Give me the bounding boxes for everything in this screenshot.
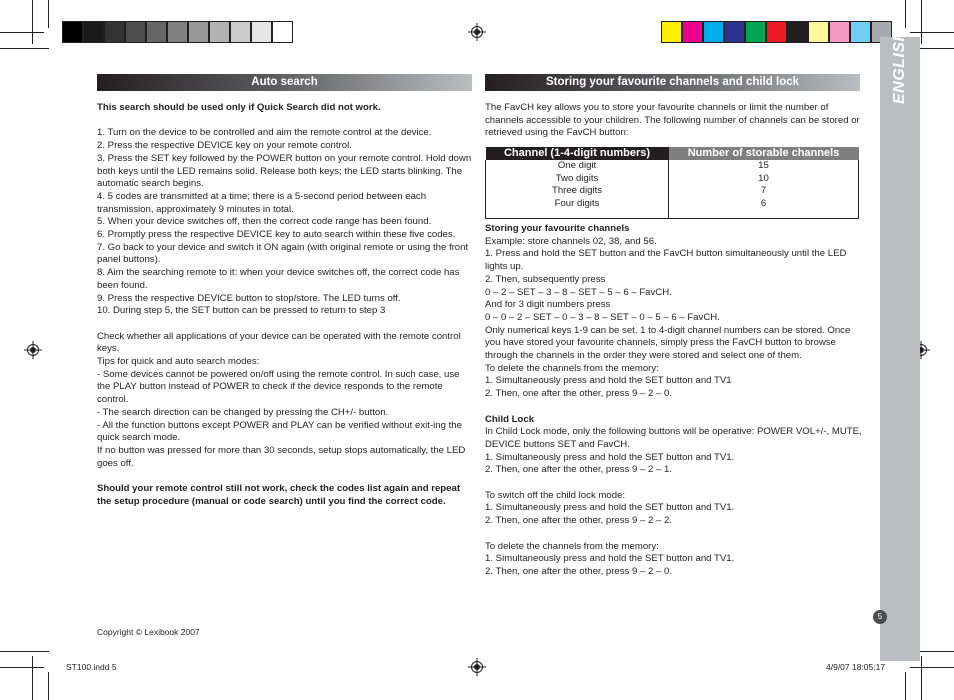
crop-mark [0,651,49,652]
tip-item: - All the function buttons except POWER and PLAY can be verified without exit-ing the quick search mode. [97,419,462,444]
color-swatch [724,21,745,43]
color-swatch [188,21,209,43]
fav-line: To delete the channels from the memory: [485,362,659,374]
fav-line: Only numerical keys 1-9 can be set. 1 to 4-digit channel numbers can be stored. Once you have stored your favourite channels, simply press the FavCH button to browse through the channels in the order they were stored and select one of them. [485,324,851,362]
fav-line: 0 – 2 – SET – 3 – 8 – SET – 5 – 6 – FavCH. [485,286,672,298]
table-cell: 15 [669,160,859,173]
auto-search-step: 3. Press the SET key followed by the POWER button on your remote control. Hold down both keys until the LED remains solid. Release both keys; the LED starts blinking. The automatic search begins. [97,152,472,190]
color-swatch [251,21,272,43]
crop-mark [921,0,922,44]
crop-mark [910,667,954,668]
auto-search-step: 2. Press the respective DEVICE key on your remote control. [97,140,352,152]
lock-line: In Child Lock mode, only the following buttons will be operative: POWER VOL+/-, MUTE, DEVICE buttons SET and FavCH. [485,426,862,450]
table-row [486,185,859,198]
color-swatch [83,21,104,43]
crop-mark [0,32,44,33]
lock-off-line: 2. Then, one after the other, press 9 – 2 – 2. [485,515,673,527]
auto-search-step: 7. Go back to your device and switch it ON again (with original remote or using the front panel buttons). [97,241,469,266]
color-swatch [104,21,125,43]
registration-mark-icon [24,341,42,359]
table-header-channel: Channel (1-4-digit numbers) [486,147,669,160]
favch-intro-text: The FavCH key allows you to store your favourite channels or limit the number of channels accessible to your children. The following number of channels can be stored or retrieved using the FavCH button: [485,102,860,139]
color-swatch [661,21,682,43]
auto-search-step: 9. Press the respective DEVICE button to stop/store. The LED turns off. [97,292,401,304]
fav-line: 0 – 0 – 2 – SET – 0 – 3 – 8 – SET – 0 – 5 – 6 – FavCH. [485,311,720,323]
auto-search-step: 4. 5 codes are transmitted at a time; there is a 5-second period between each transmission, approximately 9 minutes in total. [97,190,427,215]
crop-mark [0,48,49,49]
delete-line: 1. Simultaneously press and hold the SET button and TV1. [485,553,735,565]
tip-item: - Some devices cannot be powered on/off using the remote control. In such case, use the PLAY button instead of POWER to check if the device responds to the remote control. [97,368,460,406]
lock-off-line: To switch off the child lock mode: [485,489,626,501]
tips-title: Tips for quick and auto search modes: [97,356,260,368]
favourite-channels-body [485,223,863,579]
table-header-count: Number of storable channels [669,147,859,160]
fav-line: 2. Then, subsequently press [485,273,606,285]
color-swatch [766,21,787,43]
language-side-tab [880,37,920,661]
table-cell: 10 [669,173,859,186]
date-slug: 4/9/07 18:05:17 [826,662,886,672]
color-swatch [125,21,146,43]
favch-intro [485,102,860,140]
favourite-channels-title: Storing your favourite channels and child lock [545,76,800,88]
color-swatch [230,21,251,43]
fav-line: 2. Then, one after the other, press 9 – 2 – 0. [485,388,673,400]
table-row [486,160,859,173]
table-cell: Four digits [486,198,669,219]
language-tab-label: ENGLISH [891,29,908,104]
color-swatch [146,21,167,43]
color-swatch [62,21,83,43]
table-cell: 6 [669,198,859,219]
crop-mark [905,672,906,700]
auto-search-step: 8. Aim the searching remote to it: when your device switches off, the correct code has been found. [97,267,460,291]
lock-off-line: 1. Simultaneously press and hold the SET button and TV1. [485,502,735,514]
registration-mark-icon [468,658,486,676]
delete-line: 2. Then, one after the other, press 9 – 2 – 0. [485,565,673,577]
auto-search-step: 6. Promptly press the respective DEVICE key to auto search within these five codes. [97,229,456,241]
color-swatch [167,21,188,43]
auto-search-header [97,74,472,91]
color-swatch [808,21,829,43]
fav-line: And for 3 digit numbers press [485,299,611,311]
table-cell: Two digits [486,173,669,186]
crop-mark [0,667,44,668]
crop-mark [48,0,49,28]
color-swatch [682,21,703,43]
table-cell: Three digits [486,185,669,198]
check-paragraph: Check whether all applications of your device can be operated with the remote control keys. [97,330,461,355]
color-swatch [850,21,871,43]
auto-search-step: 5. When your device switches off, then the correct code range has been found. [97,216,432,228]
color-swatch [745,21,766,43]
crop-mark [905,0,906,28]
color-swatch [829,21,850,43]
table-cell: One digit [486,160,669,173]
tip-item: If no button was pressed for more than 30 seconds, setup stops automatically, the LED goes off. [97,444,466,469]
fav-line: 1. Press and hold the SET button and the FavCH button simultaneously until the LED lights up. [485,248,847,273]
auto-search-step: 1. Turn on the device to be controlled and aim the remote control at the device. [97,127,432,139]
crop-mark [921,656,922,700]
color-swatch [272,21,293,43]
color-swatch [703,21,724,43]
table-row [486,198,859,219]
table-row [486,173,859,186]
table-cell: 7 [669,185,859,198]
file-slug: ST100.indd 5 [66,662,117,672]
auto-search-step: 10. During step 5, the SET button can be pressed to return to step 3 [97,305,386,317]
auto-search-intro: This search should be used only if Quick Search did not work. [97,102,381,113]
crop-mark [32,656,33,700]
fav-section-title: Storing your favourite channels [485,223,630,234]
crop-mark [48,672,49,700]
child-lock-title: Child Lock [485,413,535,425]
favourite-channels-header [485,74,860,91]
page-number: 5 [873,610,887,624]
tip-item: - The search direction can be changed by pressing the CH+/- button. [97,406,389,418]
color-swatch [787,21,808,43]
crop-mark [910,32,954,33]
closing-note: Should your remote control still not work, check the codes list again and repeat the setup procedure (manual or code search) until you find the correct code. [97,483,461,507]
auto-search-title: Auto search [251,76,318,88]
lock-line: 1. Simultaneously press and hold the SET button and TV1. [485,451,735,463]
crop-mark [32,0,33,44]
color-swatch [209,21,230,43]
lock-line: 2. Then, one after the other, press 9 – 2 – 1. [485,464,673,476]
copyright-notice: Copyright © Lexibook 2007 [97,627,200,637]
fav-line: 1. Simultaneously press and hold the SET button and TV1 [485,375,732,387]
auto-search-body [97,102,472,508]
registration-mark-icon [468,23,486,41]
storable-channels-table [485,147,859,219]
delete-line: To delete the channels from the memory: [485,540,659,552]
fav-line: Example: store channels 02, 38, and 56. [485,235,657,247]
